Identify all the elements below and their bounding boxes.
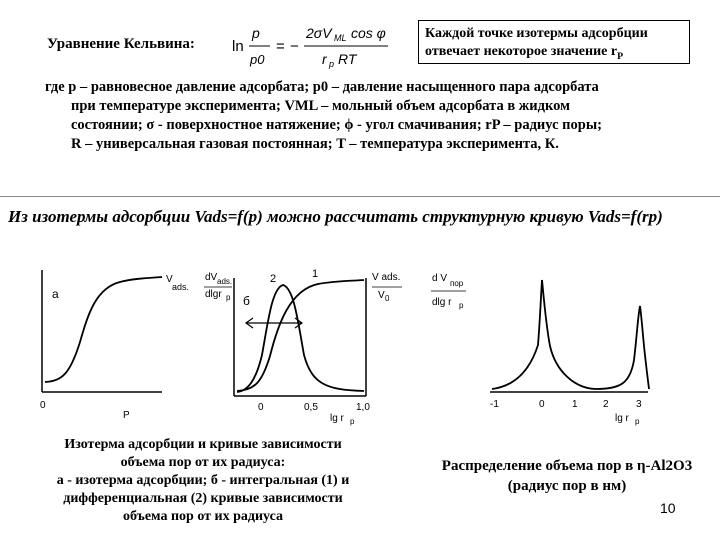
chart-b-ylabel-right-den: V bbox=[378, 290, 385, 301]
chart-c-xtick-1: 1 bbox=[572, 399, 578, 410]
chart-c-xtick-m1: -1 bbox=[490, 399, 499, 410]
definitions-line-4: R – универсальная газовая постоянная; T – температура эксперимента, К. bbox=[71, 136, 559, 152]
chart-b-curve-2 bbox=[237, 285, 364, 392]
right-caption-line-2: (радиус пор в нм) bbox=[507, 478, 627, 494]
kelvin-formula bbox=[230, 20, 390, 72]
chart-c-xtick-0: 0 bbox=[539, 399, 545, 410]
definitions-line-2: при температуре эксперимента; VML – мольный объем адсорбата в жидком bbox=[71, 98, 571, 114]
definitions-line-1: где p – равновесное давление адсорбата; p0 – давление насыщенного пара адсорбата bbox=[45, 79, 599, 95]
chart-a-isotherm-curve bbox=[45, 277, 162, 382]
charts-svg bbox=[0, 260, 720, 435]
section-divider bbox=[0, 196, 720, 197]
definitions-line-3: состоянии; σ - поверхностное натяжение; ϕ - угол смачивания; rP – радиус поры; bbox=[71, 117, 602, 133]
chart-a-isotherm bbox=[40, 270, 189, 421]
formula-minus: − bbox=[290, 38, 299, 55]
chart-b-ylabel-left-den: dlgr bbox=[205, 289, 222, 300]
formula-numerator-sub: ML bbox=[334, 33, 347, 43]
chart-c-xtick-3: 3 bbox=[636, 399, 642, 410]
right-caption-line-1: Распределение объема пор в η-Al2O3 bbox=[441, 458, 693, 474]
chart-b-ylabel-left-den-sub: p bbox=[226, 293, 231, 302]
chart-c-ylabel: d V bbox=[432, 273, 448, 284]
left-caption-line-3: а - изотерма адсорбции; б - интегральная (1) и bbox=[56, 473, 350, 488]
definitions-block bbox=[45, 78, 695, 154]
note-line-1: Каждой точке изотермы адсорбции bbox=[425, 26, 648, 41]
chart-a-xlabel: P bbox=[123, 410, 130, 421]
chart-b-curve-2-label: 2 bbox=[270, 273, 277, 285]
chart-c-ylabel-den: dlg r bbox=[432, 297, 452, 308]
page-number: 10 bbox=[660, 500, 676, 516]
chart-a-ylabel: V bbox=[166, 274, 173, 285]
formula-p: p bbox=[252, 25, 260, 41]
left-caption-line-2: объема пор от их радиуса: bbox=[120, 455, 286, 470]
left-caption-line-4: дифференциальная (2) кривые зависимости bbox=[63, 491, 343, 506]
right-figure-caption bbox=[422, 456, 712, 496]
chart-c-distribution-curve bbox=[492, 280, 649, 389]
chart-b-curve-1-label: 1 bbox=[312, 268, 319, 280]
chart-b-xtick-10: 1,0 bbox=[356, 402, 370, 413]
formula-numerator: 2σV bbox=[306, 25, 332, 41]
chart-b-ylabel-right-den-sub: 0 bbox=[385, 294, 390, 303]
chart-b-pore-volume bbox=[204, 268, 402, 426]
chart-b-xtick-05: 0,5 bbox=[304, 402, 318, 413]
structural-curve-headline: Из изотермы адсорбции Vads=f(p) можно рассчитать структурную кривую Vads=f(rp) bbox=[8, 207, 663, 226]
chart-b-ylabel-right: V ads. bbox=[372, 272, 401, 283]
chart-a-xtick-0: 0 bbox=[40, 400, 46, 411]
note-line-2: отвечает некоторое значение r bbox=[425, 44, 618, 59]
chart-c-ylabel-den-sub: p bbox=[459, 301, 464, 310]
chart-c-ylabel-sub: пор bbox=[450, 279, 464, 288]
formula-den-r: r bbox=[322, 51, 327, 67]
chart-c-pore-distribution bbox=[431, 273, 649, 426]
note-box bbox=[418, 20, 690, 64]
chart-b-xtick-0: 0 bbox=[258, 402, 264, 413]
chart-a-letter: a bbox=[52, 287, 59, 301]
chart-c-xtick-2: 2 bbox=[603, 399, 609, 410]
chart-a-ylabel-sub: ads. bbox=[172, 282, 190, 292]
chart-b-ylabel-left-sub: ads. bbox=[217, 277, 233, 286]
formula-den-sub: p bbox=[329, 59, 335, 69]
left-caption-line-5: объема пор от их радиуса bbox=[123, 509, 283, 524]
note-line-2-wrap bbox=[425, 43, 683, 66]
kelvin-equation-label: Уравнение Кельвина: bbox=[47, 36, 195, 52]
chart-c-xlabel-sub: p bbox=[635, 417, 640, 426]
formula-p0: p0 bbox=[250, 52, 265, 67]
chart-b-ylabel-left: dV bbox=[205, 272, 218, 283]
left-figure-caption bbox=[28, 436, 378, 526]
chart-b-xlabel: lg r bbox=[330, 413, 344, 424]
chart-b-xlabel-sub: p bbox=[350, 417, 355, 426]
chart-b-letter: б bbox=[243, 294, 250, 308]
formula-eq: = bbox=[276, 38, 285, 55]
formula-cos: cos φ bbox=[351, 25, 386, 41]
formula-den-rest: RT bbox=[338, 51, 357, 67]
left-caption-line-1: Изотерма адсорбции и кривые зависимости bbox=[64, 437, 342, 452]
chart-c-xlabel: lg r bbox=[615, 413, 629, 424]
formula-ln: ln bbox=[232, 38, 244, 55]
note-line-2-sub: P bbox=[617, 50, 624, 62]
